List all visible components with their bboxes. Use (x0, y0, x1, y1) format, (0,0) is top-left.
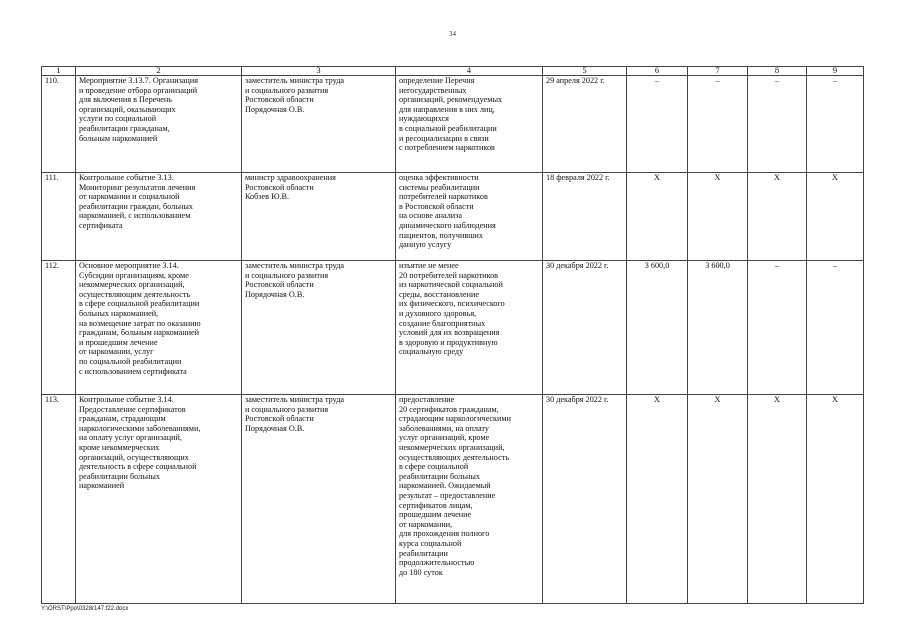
value-cell: – (748, 76, 807, 173)
value-cell: – (807, 261, 864, 395)
table-row (42, 173, 864, 261)
value-cell: Х (688, 395, 748, 604)
value-cell: – (807, 76, 864, 173)
responsible-cell: министр здравоохранения Ростовской области Кобзев Ю.В. (242, 173, 396, 261)
value-cell: Х (807, 173, 864, 261)
event-cell: Контрольное событие 3.14. Предоставление сертификатов гражданам, страдающим наркологическими заболеваниями, на оплату услуг организаций, кроме некоммерческих организаций, осуществляющих деятельность в сфере социальной реабилитации больных наркоманией (76, 395, 242, 604)
column-header: 1 (42, 67, 76, 76)
value-cell: Х (748, 173, 807, 261)
value-cell: Х (688, 173, 748, 261)
column-header: 7 (688, 67, 748, 76)
column-header: 2 (76, 67, 242, 76)
responsible-cell: заместитель министра труда и социального развития Ростовской области Порядочная О.В. (242, 261, 396, 395)
date-cell: 30 декабря 2022 г. (543, 261, 627, 395)
value-cell: Х (807, 395, 864, 604)
event-cell: Мероприятие 3.13.7. Организация и проведение отбора организаций для включения в Перечень организаций, оказывающих услуги по социальной реабилитации гражданам, больным наркоманией (76, 76, 242, 173)
column-header: 8 (748, 67, 807, 76)
event-cell: Контрольное событие 3.13. Мониторинг результатов лечения от наркомании и социальной реабилитации граждан, больных наркоманией, с использованием сертификата (76, 173, 242, 261)
value-cell: 3 600,0 (688, 261, 748, 395)
column-number-row (42, 67, 864, 76)
row-number: 110. (42, 76, 76, 173)
column-header: 5 (543, 67, 627, 76)
document-path: Y:\ORST\Ppo\0328r147.f22.docx (41, 606, 129, 612)
table-row (42, 395, 864, 604)
date-cell: 18 февраля 2022 г. (543, 173, 627, 261)
column-header: 9 (807, 67, 864, 76)
column-header: 3 (242, 67, 396, 76)
plan-table (41, 66, 864, 604)
column-header: 4 (396, 67, 543, 76)
value-cell: Х (627, 395, 688, 604)
result-cell: предоставление 20 сертификатов гражданам, страдающим наркологическими заболеваниями, на оплату услуг организаций, кроме некоммерческих организаций, осуществляющих деятельность в сфере социальной реабилитации больных наркоманией. Ожидаемый результат – предоставление сертификатов лицам, прошедшим лечение от наркомании, для прохождения полного курса социальной реабилитации продолжительностью до 180 суток (396, 395, 543, 604)
responsible-cell: заместитель министра труда и социального развития Ростовской области Порядочная О.В. (242, 395, 396, 604)
value-cell: – (748, 261, 807, 395)
value-cell: Х (748, 395, 807, 604)
date-cell: 30 декабря 2022 г. (543, 395, 627, 604)
table-row (42, 261, 864, 395)
row-number: 111. (42, 173, 76, 261)
row-number: 112. (42, 261, 76, 395)
result-cell: определение Перечня негосударственных организаций, рекомендуемых для направления в них лиц, нуждающихся в социальной реабилитации и ресоциализации в связи с потреблением наркотиков (396, 76, 543, 173)
date-cell: 29 апреля 2022 г. (543, 76, 627, 173)
result-cell: оценка эффективности системы реабилитации потребителей наркотиков в Ростовской области на основе анализа динамического наблюдения пациентов, получивших данную услугу (396, 173, 543, 261)
event-cell: Основное мероприятие 3.14. Субсидии организациям, кроме некоммерческих организаций, осуществляющим деятельность в сфере социальной реабилитации больных наркоманией, на возмещение затрат по оказанию гражданам, больным наркоманией и прошедшим лечение от наркомании, услуг по социальной реабилитации с использованием сертификата (76, 261, 242, 395)
value-cell: – (688, 76, 748, 173)
page-number: 34 (449, 30, 456, 38)
value-cell: Х (627, 173, 688, 261)
result-cell: изъятие не менее 20 потребителей наркотиков из наркотической социальной среды, восстановление их физического, психического и духовного здоровья, создание благоприятных условий для их возвращения в здоровую и продуктивную социальную среду (396, 261, 543, 395)
row-number: 113. (42, 395, 76, 604)
table-row (42, 76, 864, 173)
value-cell: – (627, 76, 688, 173)
responsible-cell: заместитель министра труда и социального развития Ростовской области Порядочная О.В. (242, 76, 396, 173)
column-header: 6 (627, 67, 688, 76)
value-cell: 3 600,0 (627, 261, 688, 395)
